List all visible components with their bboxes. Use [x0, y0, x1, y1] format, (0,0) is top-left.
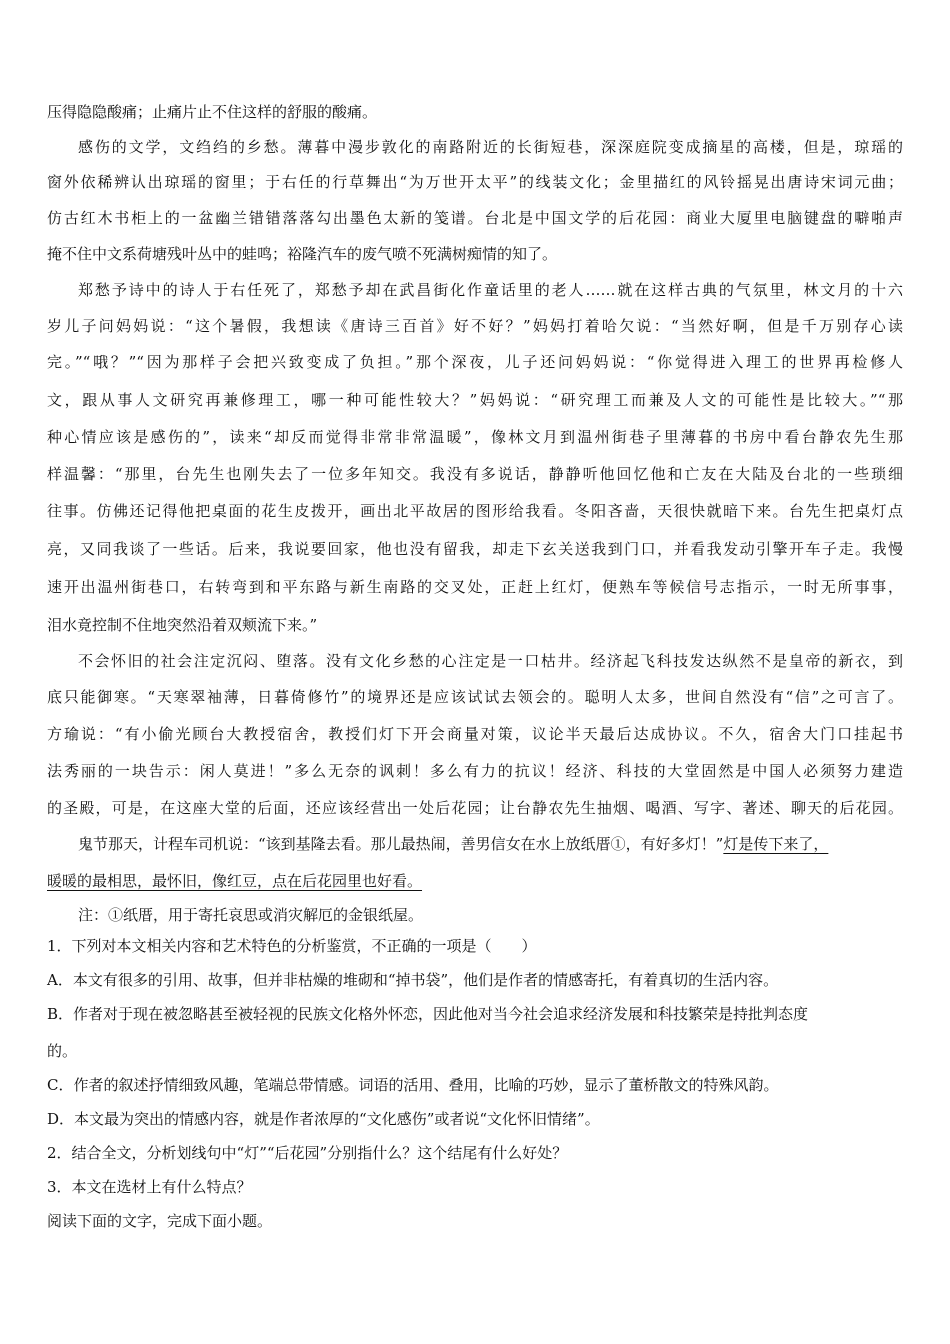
paragraph-line: 的圣殿，可是，在这座大堂的后面，还应该经营出一处后花园；让台静农先生抽烟、喝酒、写字、著述、聊天的后花园。 [47, 799, 903, 817]
paragraph-line: 完。”“哦？”“因为那样子会把兴致变成了负担。”那个深夜，儿子还问妈妈说：“你觉得进入理工的世界再检修人 [47, 353, 903, 371]
paragraph-line: 样温馨：“那里，台先生也刚失去了一位多年知交。我没有多说话，静静听他回忆他和亡友在大陆及台北的一些琐细 [47, 465, 903, 483]
paragraph-line: 底只能御寒。“天寒翠袖薄，日暮倚修竹”的境界还是应该试试去领会的。聪明人太多，世间自然没有“信”之可言了。 [47, 688, 903, 706]
paragraph-line: 种心情应该是感伤的”，读来“却反而觉得非常非常温暖”，像林文月到温州街巷子里薄暮的书房中看台静农先生那 [47, 428, 903, 446]
paragraph-line: 亮，又同我谈了一些话。后来，我说要回家，他也没有留我，却走下玄关送我到门口，并看我发动引擎开车子走。我慢 [47, 540, 903, 558]
option-b-continued: 的。 [47, 1042, 78, 1060]
paragraph-line: 岁儿子问妈妈说：“这个暑假，我想读《唐诗三百首》好不好？”妈妈打着哈欠说：“当然好啊，但是千万别存心读 [47, 317, 903, 335]
paragraph-line [78, 834, 903, 856]
paragraph-line: 文，跟从事人文研究再兼修理工，哪一种可能性较大？”妈妈说：“研究理工而兼及人文的可能性是比较大。”“那 [47, 391, 903, 409]
paragraph-line: 泪水竟控制不住地突然沿着双颊流下来。” [47, 616, 318, 634]
paragraph-line: 法秀丽的一块告示：闲人莫进！”多么无奈的讽刺！多么有力的抗议！经济、科技的大堂固然是中国人必须努力建造 [47, 762, 903, 780]
paragraph-line: 方瑜说：“有小偷光顾台大教授宿舍，教授们灯下开会商量对策，议论半天最后达成协议。不久，宿舍大门口挂起书 [47, 725, 903, 743]
paragraph-line: 不会怀旧的社会注定沉闷、堕落。没有文化乡愁的心注定是一口枯井。经济起飞科技发达纵然不是皇帝的新衣，到 [78, 652, 903, 670]
paragraph-text: 鬼节那天，计程车司机说：“该到基隆去看。那儿最热闹，善男信女在水上放纸厝①，有好多灯！” [78, 835, 724, 853]
footnote: 注：①纸厝，用于寄托哀思或消灾解厄的金银纸屋。 [78, 906, 424, 924]
underlined-sentence: 暖暖的最相思，最怀旧，像红豆，点在后花园里也好看。 [47, 872, 423, 890]
question-2: 2．结合全文，分析划线句中“灯”“后花园”分别指什么？这个结尾有什么好处？ [47, 1144, 568, 1162]
paragraph-line: 压得隐隐酸痛；止痛片止不住这样的舒服的酸痛。 [47, 103, 378, 121]
next-section-instruction: 阅读下面的文字，完成下面小题。 [47, 1212, 273, 1230]
underlined-sentence: 灯是传下来了， [723, 835, 829, 853]
option-b: B．作者对于现在被忽略甚至被轻视的民族文化格外怀恋，因此他对当今社会追求经济发展和科技繁荣是持批判态度 [47, 1005, 809, 1023]
paragraph-line [47, 871, 903, 893]
option-d: D．本文最为突出的情感内容，就是作者浓厚的“文化感伤”或者说“文化怀旧情绪”。 [47, 1110, 600, 1128]
question-3: 3．本文在选材上有什么特点？ [47, 1178, 252, 1196]
paragraph-line: 速开出温州街巷口，右转弯到和平东路与新生南路的交叉处，正赶上红灯，便熟车等候信号志指示，一时无所事事， [47, 578, 903, 596]
paragraph-line: 感伤的文学，文绉绉的乡愁。薄暮中漫步敦化的南路附近的长街短巷，深深庭院变成摘星的高楼，但是，琼瑶的 [78, 138, 903, 156]
paragraph-line: 仿古红木书柜上的一盆幽兰错错落落勾出墨色太新的笺谱。台北是中国文学的后花园：商业大厦里电脑键盘的噼啪声 [47, 209, 903, 227]
paragraph-line: 往事。仿佛还记得他把桌面的花生皮拨开，画出北平故居的图形给我看。冬阳吝啬，天很快就暗下来。台先生把桌灯点 [47, 502, 903, 520]
option-a: A．本文有很多的引用、故事，但并非枯燥的堆砌和“掉书袋”，他们是作者的情感寄托，有着真切的生活内容。 [47, 971, 779, 989]
paragraph-line: 掩不住中文系荷塘残叶丛中的蛙鸣；裕隆汽车的废气喷不死满树痴情的知了。 [47, 245, 558, 263]
option-c: C．作者的叙述抒情细致风趣，笔端总带情感。词语的活用、叠用，比喻的巧妙，显示了董桥散文的特殊风韵。 [47, 1076, 779, 1094]
paragraph-line: 郑愁予诗中的诗人于右任死了，郑愁予却在武昌街化作童话里的老人……就在这样古典的气氛里，林文月的十六 [78, 281, 903, 299]
paragraph-line: 窗外依稀辨认出琼瑶的窗里；于右任的行草舞出“为万世开太平”的线装文化；金里描红的风铃摇晃出唐诗宋词元曲； [47, 173, 903, 191]
question-1: 1．下列对本文相关内容和艺术特色的分析鉴赏，不正确的一项是（ ） [47, 937, 537, 955]
